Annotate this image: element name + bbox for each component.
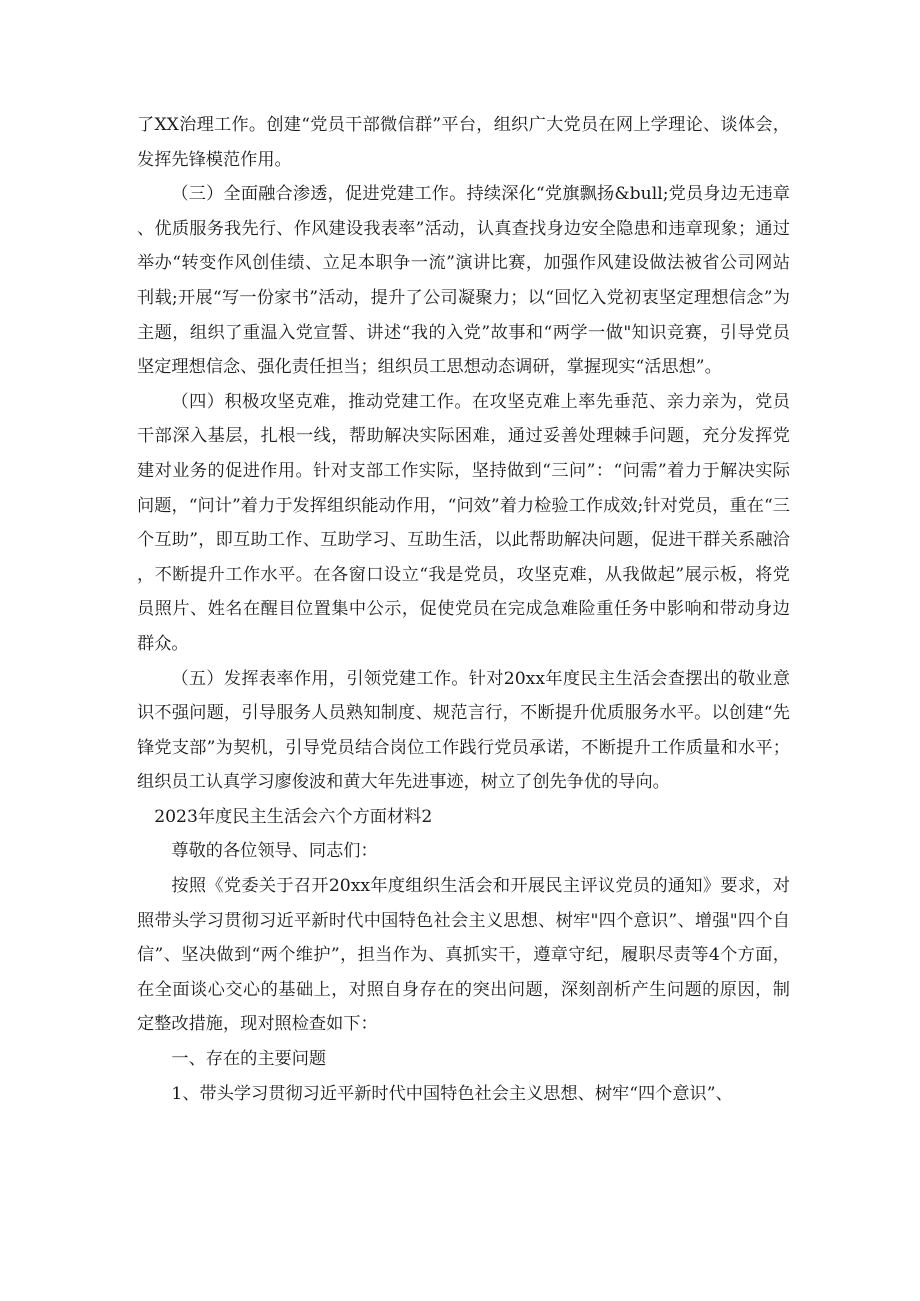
section-heading-main-problems: 一、存在的主要问题 (171, 1049, 327, 1070)
list-item-1: 1、带头学习贯彻习近平新时代中国特色社会主义思想、树牢“四个意识”、 (171, 1083, 733, 1104)
paragraph-continuation: 了XX治理工作。创建“党员干部微信群”平台，组织广大党员在网上学理论、谈体会，发挥先锋模范作用。 (137, 115, 790, 170)
paragraph-section-three: （三）全面融合渗透，促进党建工作。持续深化“党旗飘扬&bull;党员身边无违章、优质服务我先行、作风建设我表率”活动，认真查找身边安全隐患和违章现象；通过举办“转变作风创佳绩、立足本职争一流”演讲比赛，加强作风建设做法被省公司网站刊载;开展“写一份家书”活动，提升了公司凝聚力；以“回忆入党初衷坚定理想信念”为主题，组织了重温入党宣誓、讲述“我的入党”故事和“两学一做"知识竞赛，引导党员坚定理想信念、强化责任担当；组织员工思想动态调研，掌握现实“活思想”。 (137, 184, 790, 378)
paragraph-intro: 按照《党委关于召开20xx年度组织生活会和开展民主评议党员的通知》要求，对照带头学习贯彻习近平新时代中国特色社会主义思想、树牢"四个意识”、增强"四个自信”、坚决做到“两个维护”，担当作为、真抓实干，遵章守纪，履职尽责等4个方面，在全面谈心交心的基础上，对照自身存在的突出问题，深刻剖析产生问题的原因，制定整改措施，现对照检查如下： (137, 876, 790, 1035)
document-title: 2023年度民主生活会六个方面材料2 (154, 806, 433, 827)
paragraph-section-five: （五）发挥表率作用，引领党建工作。针对20xx年度民主生活会查摆出的敬业意识不强问题，引导服务人员熟知制度、规范言行，不断提升优质服务水平。以创建“先锋党支部”为契机，引导党员结合岗位工作践行党员承诺，不断提升工作质量和水平；组织员工认真学习廖俊波和黄大年先进事迹，树立了创先争优的导向。 (137, 668, 790, 793)
salutation: 尊敬的各位领导、同志们： (171, 841, 378, 862)
document-body (137, 108, 790, 1111)
paragraph-section-four: （四）积极攻坚克难，推动党建工作。在攻坚克难上率先垂范、亲力亲为，党员干部深入基层，扎根一线，帮助解决实际困难，通过妥善处理棘手问题，充分发挥党建对业务的促进作用。针对支部工作实际，坚持做到“三问”：“问需”着力于解决实际问题，“问计”着力于发挥组织能动作用，“问效”着力检验工作成效;针对党员，重在“三个互助”，即互助工作、互助学习、互助生活，以此帮助解决问题，促进干群关系融洽，不断提升工作水平。在各窗口设立“我是党员，攻坚克难，从我做起”展示板，将党员照片、姓名在醒目位置集中公示，促使党员在完成急难险重任务中影响和带动身边群众。 (137, 391, 790, 654)
